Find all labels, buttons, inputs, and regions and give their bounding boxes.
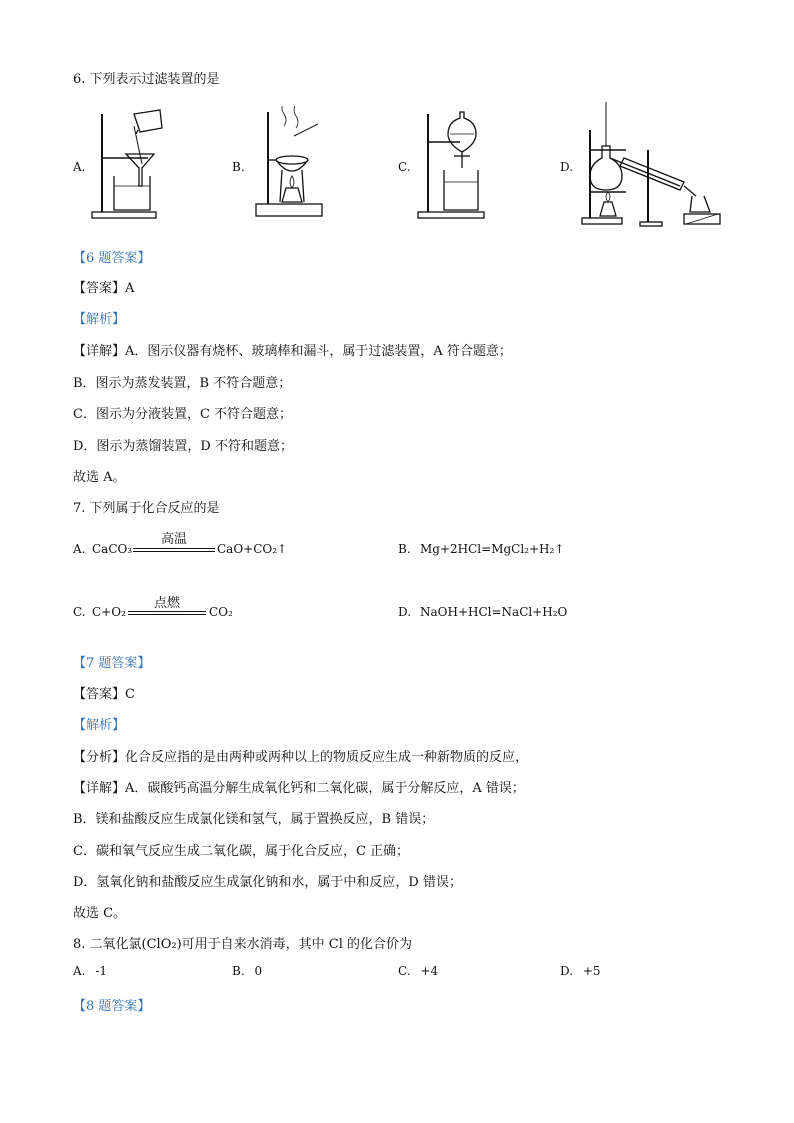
separatory-funnel-apparatus-icon <box>414 106 494 222</box>
q8-option-d-value: +5 <box>582 964 601 978</box>
distillation-apparatus-icon <box>580 100 722 228</box>
q6-detail-line: D．图示为蒸馏装置，D 不符和题意； <box>73 439 293 454</box>
q7-detail-line: 故选 C。 <box>73 906 127 921</box>
q7-answer: 【答案】C <box>73 687 135 702</box>
q6-option-c-label[interactable]: C. <box>398 160 411 174</box>
q6-answer: 【答案】A <box>73 281 135 296</box>
q7-detail-line: D．氢氧化钠和盐酸反应生成氯化钠和水，属于中和反应，D 错误； <box>73 875 462 890</box>
q7-option-b-label[interactable]: B. <box>398 542 411 556</box>
q6-option-d-label[interactable]: D. <box>560 160 574 174</box>
q8-option-c[interactable] <box>398 964 438 978</box>
q7-stem: 7. 下列属于化合反应的是 <box>73 501 220 516</box>
q7-option-c-equals-sign <box>128 611 206 615</box>
q7-option-a-condition: 高温 <box>160 532 187 547</box>
q7-option-a-equals-sign <box>133 548 215 552</box>
q7-option-c-product: CO₂ <box>209 605 233 619</box>
q7-analysis-heading: 【解析】 <box>73 718 126 733</box>
q6-detail-line: C．图示为分液装置，C 不符合题意； <box>73 407 293 422</box>
q6-analysis-heading: 【解析】 <box>73 312 126 327</box>
q6-stem: 6. 下列表示过滤装置的是 <box>73 72 220 87</box>
q7-detail-line: 【详解】A．碳酸钙高温分解生成氧化钙和二氧化碳，属于分解反应，A 错误； <box>73 781 525 796</box>
q6-option-a-label[interactable]: A. <box>73 160 86 174</box>
evaporation-apparatus-icon <box>250 106 330 222</box>
q6-option-b-label[interactable]: B. <box>232 160 245 174</box>
q7-answer-heading: 【7 题答案】 <box>73 656 151 671</box>
q8-option-d[interactable] <box>560 964 601 978</box>
filtration-apparatus-icon <box>90 106 170 222</box>
q8-option-c-label: C. <box>398 964 411 978</box>
q8-option-a-value: -1 <box>95 964 108 978</box>
q7-option-c-condition: 点燃 <box>153 596 180 611</box>
q8-answer-heading: 【8 题答案】 <box>73 999 151 1014</box>
q8-option-a-label: A. <box>73 964 86 978</box>
q8-option-b-label: B. <box>232 964 245 978</box>
q8-option-b-value: 0 <box>254 964 263 978</box>
q8-option-b[interactable] <box>232 964 262 978</box>
q8-option-d-label: D. <box>560 964 574 978</box>
q6-detail-line: B．图示为蒸发装置，B 不符合题意； <box>73 376 292 391</box>
q7-option-a-label[interactable]: A. <box>73 542 86 556</box>
q6-detail-line: 【详解】A．图示仪器有烧杯、玻璃棒和漏斗，属于过滤装置，A 符合题意； <box>73 344 512 359</box>
q7-option-d-label[interactable]: D. <box>398 605 412 619</box>
q6-detail-line: 故选 A。 <box>73 470 126 485</box>
q7-option-d-equation: NaOH+HCl=NaCl+H₂O <box>420 605 568 619</box>
q7-detail-line: B．镁和盐酸反应生成氯化镁和氢气，属于置换反应，B 错误； <box>73 812 435 827</box>
q8-stem: 8. 二氧化氯(ClO₂)可用于自来水消毒，其中 Cl 的化合价为 <box>73 937 413 952</box>
q7-option-b-equation: Mg+2HCl=MgCl₂+H₂↑ <box>420 542 565 556</box>
q7-detail-line: 【分析】化合反应指的是由两种或两种以上的物质反应生成一种新物质的反应， <box>73 750 529 765</box>
q6-answer-heading: 【6 题答案】 <box>73 251 151 266</box>
q7-option-c-label[interactable]: C. <box>73 605 86 619</box>
q8-option-a[interactable] <box>73 964 107 978</box>
q7-option-a-reactant: CaCO₃ <box>92 542 133 556</box>
q7-detail-line: C．碳和氧气反应生成二氧化碳，属于化合反应，C 正确； <box>73 844 410 859</box>
q8-option-c-value: +4 <box>420 964 439 978</box>
q7-option-c-reactant: C+O₂ <box>92 605 126 619</box>
q7-option-a-product: CaO+CO₂↑ <box>217 542 288 556</box>
